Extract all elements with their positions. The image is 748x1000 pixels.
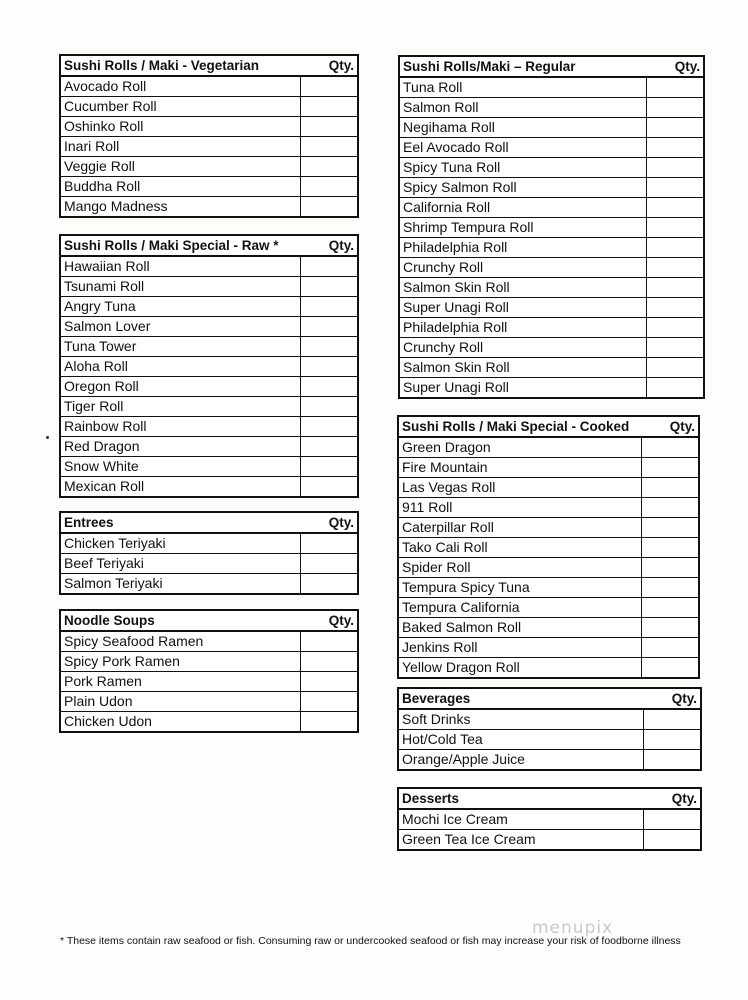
qty-box[interactable] [301,397,357,416]
qty-box[interactable] [301,297,357,316]
menu-item-name: Spicy Tuna Roll [400,158,647,177]
raw-footnote: * These items contain raw seafood or fish. Consuming raw or undercooked seafood or fish may increase your risk of foodborne illness [60,935,681,947]
qty-box[interactable] [301,137,357,156]
menu-item-name: Snow White [61,457,301,476]
qty-box[interactable] [644,710,700,729]
qty-box[interactable] [647,378,703,397]
qty-box[interactable] [301,317,357,336]
menu-row [400,78,703,98]
qty-column-label: Qty. [328,238,354,253]
menu-item-name: Caterpillar Roll [399,518,642,537]
menu-item-name: Spicy Pork Ramen [61,652,301,671]
qty-box[interactable] [647,158,703,177]
menu-row [399,438,698,458]
menu-item-name: Pork Ramen [61,672,301,691]
qty-box[interactable] [647,198,703,217]
qty-box[interactable] [642,658,698,677]
qty-box[interactable] [642,578,698,597]
menu-item-name: Tako Cali Roll [399,538,642,557]
menu-item-name: Angry Tuna [61,297,301,316]
qty-box[interactable] [301,712,357,731]
qty-box[interactable] [647,178,703,197]
menu-item-name: Tempura California [399,598,642,617]
menu-item-name: Buddha Roll [61,177,301,196]
section-title: Sushi Rolls / Maki Special - Raw * [64,238,279,253]
menu-row [400,338,703,358]
menu-row [399,538,698,558]
qty-box[interactable] [647,318,703,337]
menu-row [61,652,357,672]
menu-row [399,618,698,638]
qty-box[interactable] [647,258,703,277]
menu-row [400,158,703,178]
qty-box[interactable] [301,77,357,96]
menu-item-name: Negihama Roll [400,118,647,137]
menu-row [61,672,357,692]
menu-row [61,357,357,377]
menu-item-name: Rainbow Roll [61,417,301,436]
section-header [61,513,357,534]
menu-item-name: Crunchy Roll [400,258,647,277]
qty-box[interactable] [642,598,698,617]
section-header [61,611,357,632]
menu-item-name: Orange/Apple Juice [399,750,644,769]
qty-column-label: Qty. [328,613,354,628]
qty-box[interactable] [644,730,700,749]
qty-box[interactable] [642,498,698,517]
section-vegetarian [59,54,359,218]
section-header [399,417,698,438]
qty-box[interactable] [647,238,703,257]
menu-item-name: 911 Roll [399,498,642,517]
menu-item-name: Salmon Skin Roll [400,278,647,297]
menu-row [399,578,698,598]
menu-item-name: Salmon Skin Roll [400,358,647,377]
qty-box[interactable] [642,438,698,457]
menu-row [61,97,357,117]
menu-row [61,632,357,652]
menu-item-name: Eel Avocado Roll [400,138,647,157]
menu-row [61,574,357,593]
menu-item-name: Spicy Salmon Roll [400,178,647,197]
menu-item-name: Tsunami Roll [61,277,301,296]
menu-row [399,638,698,658]
menu-row [399,710,700,730]
menu-item-name: Philadelphia Roll [400,318,647,337]
menu-row [400,358,703,378]
section-header [399,689,700,710]
menu-row [399,478,698,498]
qty-box[interactable] [301,117,357,136]
menu-row [399,558,698,578]
menu-row [400,178,703,198]
qty-box[interactable] [642,538,698,557]
menu-row [61,477,357,496]
section-special-cooked [397,415,700,679]
section-entrees [59,511,359,595]
qty-column-label: Qty. [669,419,695,434]
menu-row [61,257,357,277]
menu-row [61,534,357,554]
menu-row [61,457,357,477]
menu-item-name: Chicken Teriyaki [61,534,301,553]
qty-box[interactable] [301,457,357,476]
qty-box[interactable] [647,298,703,317]
menu-item-name: Mango Madness [61,197,301,216]
menu-item-name: Green Dragon [399,438,642,457]
menu-row [399,810,700,830]
menu-item-name: Mexican Roll [61,477,301,496]
menu-item-name: Beef Teriyaki [61,554,301,573]
menu-row [400,378,703,397]
qty-box[interactable] [642,458,698,477]
section-beverages [397,687,702,771]
menu-item-name: Super Unagi Roll [400,298,647,317]
menu-item-name: Spider Roll [399,558,642,577]
qty-box[interactable] [301,157,357,176]
menu-item-name: Tempura Spicy Tuna [399,578,642,597]
qty-box[interactable] [301,97,357,116]
qty-box[interactable] [301,417,357,436]
menu-row [399,750,700,769]
menu-row [61,554,357,574]
qty-box[interactable] [647,78,703,97]
menu-row [61,377,357,397]
qty-box[interactable] [301,357,357,376]
menu-item-name: Avocado Roll [61,77,301,96]
section-header [400,57,703,78]
qty-box[interactable] [301,197,357,216]
section-title: Desserts [402,791,460,806]
menu-row [399,730,700,750]
menu-item-name: Plain Udon [61,692,301,711]
qty-column-label: Qty. [328,515,354,530]
qty-box[interactable] [647,278,703,297]
menu-row [61,137,357,157]
qty-box[interactable] [644,830,700,849]
qty-box[interactable] [647,118,703,137]
menu-row [399,830,700,849]
qty-box[interactable] [644,750,700,769]
menu-row [61,117,357,137]
qty-box[interactable] [644,810,700,829]
qty-column-label: Qty. [328,58,354,73]
section-desserts [397,787,702,851]
section-title: Sushi Rolls/Maki – Regular [403,59,576,74]
qty-box[interactable] [642,518,698,537]
menu-item-name: Philadelphia Roll [400,238,647,257]
qty-box[interactable] [301,692,357,711]
menu-item-name: Salmon Teriyaki [61,574,301,593]
section-title: Sushi Rolls / Maki - Vegetarian [64,58,260,73]
qty-box[interactable] [301,477,357,496]
menu-row [61,177,357,197]
menu-item-name: Tuna Roll [400,78,647,97]
menu-row [399,518,698,538]
qty-box[interactable] [301,337,357,356]
qty-box[interactable] [301,277,357,296]
menu-row [61,297,357,317]
qty-box[interactable] [647,358,703,377]
section-noodle-soups [59,609,359,733]
menu-item-name: Green Tea Ice Cream [399,830,644,849]
menu-row [400,198,703,218]
menu-row [399,458,698,478]
menu-row [399,598,698,618]
section-title: Sushi Rolls / Maki Special - Cooked [402,419,630,434]
menu-row [400,258,703,278]
menu-row [61,712,357,731]
menu-row [61,417,357,437]
menu-item-name: Chicken Udon [61,712,301,731]
menu-row [400,318,703,338]
qty-box[interactable] [301,574,357,593]
qty-box[interactable] [301,177,357,196]
menu-row [400,98,703,118]
menu-item-name: California Roll [400,198,647,217]
qty-column-label: Qty. [671,691,697,706]
menu-row [61,692,357,712]
qty-box[interactable] [301,437,357,456]
menu-item-name: Shrimp Tempura Roll [400,218,647,237]
menu-item-name: Tiger Roll [61,397,301,416]
qty-column-label: Qty. [674,59,700,74]
qty-column-label: Qty. [671,791,697,806]
menu-item-name: Salmon Roll [400,98,647,117]
section-header [61,236,357,257]
qty-box[interactable] [301,672,357,691]
section-special-raw [59,234,359,498]
menu-item-name: Las Vegas Roll [399,478,642,497]
menu-item-name: Yellow Dragon Roll [399,658,642,677]
menu-row [61,277,357,297]
menu-item-name: Baked Salmon Roll [399,618,642,637]
qty-box[interactable] [642,638,698,657]
menu-row [400,278,703,298]
menu-item-name: Oregon Roll [61,377,301,396]
qty-box[interactable] [642,618,698,637]
menu-item-name: Salmon Lover [61,317,301,336]
menu-row [399,658,698,677]
menu-item-name: Red Dragon [61,437,301,456]
qty-box[interactable] [647,98,703,117]
menu-row [61,197,357,216]
menu-row [61,437,357,457]
menu-row [400,138,703,158]
qty-box[interactable] [301,257,357,276]
qty-box[interactable] [642,558,698,577]
menu-row [399,498,698,518]
qty-box[interactable] [301,534,357,553]
menu-item-name: Veggie Roll [61,157,301,176]
menu-item-name: Hawaiian Roll [61,257,301,276]
menu-item-name: Mochi Ice Cream [399,810,644,829]
qty-box[interactable] [647,338,703,357]
menu-item-name: Super Unagi Roll [400,378,647,397]
qty-box[interactable] [647,218,703,237]
menu-item-name: Jenkins Roll [399,638,642,657]
section-header [61,56,357,77]
qty-box[interactable] [642,478,698,497]
menu-row [61,77,357,97]
menu-row [61,317,357,337]
watermark: menupix [532,918,614,938]
menu-row [400,218,703,238]
qty-box[interactable] [301,377,357,396]
section-title: Beverages [402,691,471,706]
menu-row [400,118,703,138]
menu-item-name: Tuna Tower [61,337,301,356]
section-header [399,789,700,810]
stray-dot [46,436,49,439]
menu-item-name: Crunchy Roll [400,338,647,357]
section-title: Noodle Soups [64,613,155,628]
menu-item-name: Inari Roll [61,137,301,156]
menu-item-name: Soft Drinks [399,710,644,729]
menu-item-name: Aloha Roll [61,357,301,376]
section-regular [398,55,705,399]
menu-row [400,238,703,258]
qty-box[interactable] [301,632,357,651]
qty-box[interactable] [301,652,357,671]
menu-item-name: Cucumber Roll [61,97,301,116]
qty-box[interactable] [301,554,357,573]
menu-row [61,157,357,177]
section-title: Entrees [64,515,114,530]
menu-row [61,397,357,417]
menu-item-name: Oshinko Roll [61,117,301,136]
qty-box[interactable] [647,138,703,157]
menu-item-name: Spicy Seafood Ramen [61,632,301,651]
menu-item-name: Fire Mountain [399,458,642,477]
menu-row [400,298,703,318]
menu-item-name: Hot/Cold Tea [399,730,644,749]
menu-row [61,337,357,357]
